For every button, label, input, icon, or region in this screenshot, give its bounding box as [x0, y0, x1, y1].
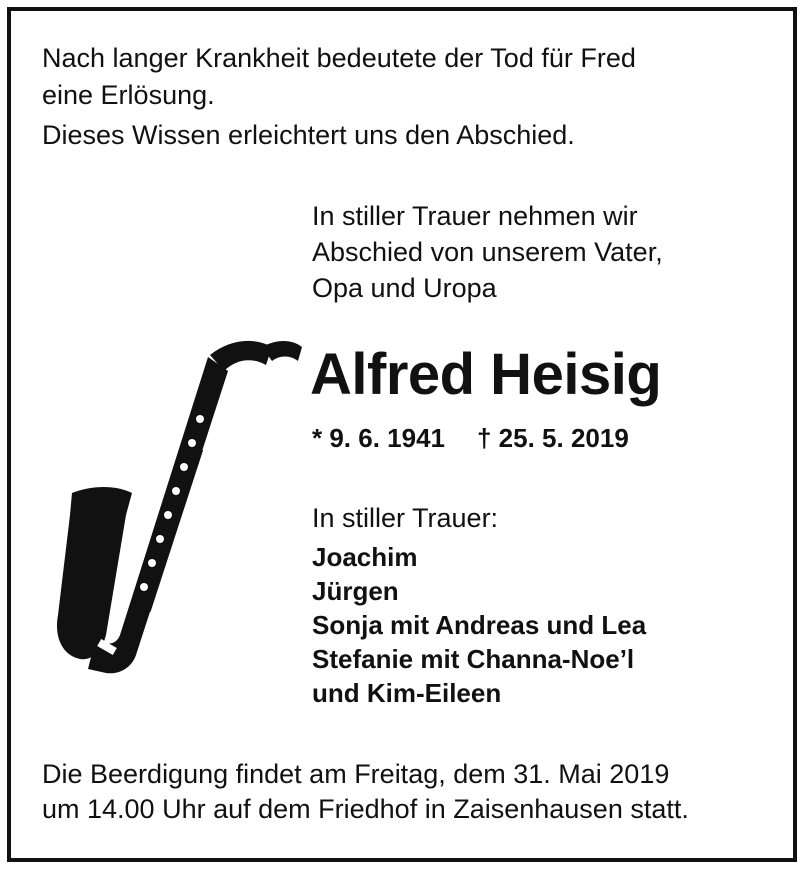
family-member: Jürgen	[312, 576, 399, 606]
intro-text-2	[42, 117, 575, 154]
mourning-line-1: In stiller Trauer nehmen wir	[312, 201, 638, 231]
intro-line-1: Nach langer Krankheit bedeutete der Tod für Fred	[42, 43, 636, 73]
family-member: Stefanie mit Channa-Noe’l	[312, 644, 635, 674]
family-heading: In stiller Trauer:	[312, 503, 499, 533]
intro-text	[42, 40, 636, 114]
family-member: Sonja mit Andreas und Lea	[312, 610, 647, 640]
mourning-text	[312, 198, 663, 306]
intro-line-3: Dieses Wissen erleichtert uns den Abschied.	[42, 120, 575, 150]
family-member: Joachim	[312, 542, 418, 572]
funeral-line-2: um 14.00 Uhr auf dem Friedhof in Zaisenhausen statt.	[42, 794, 689, 824]
birth-date: * 9. 6. 1941	[312, 423, 445, 453]
intro-line-2: eine Erlösung.	[42, 80, 215, 110]
mourning-line-2: Abschied von unserem Vater,	[312, 237, 663, 267]
life-dates	[312, 420, 629, 456]
mourning-line-3: Opa und Uropa	[312, 273, 497, 303]
funeral-notice	[42, 757, 689, 827]
family-member: und Kim-Eileen	[312, 678, 502, 708]
funeral-line-1: Die Beerdigung findet am Freitag, dem 31. Mai 2019	[42, 759, 670, 789]
family-list	[312, 540, 646, 710]
deceased-name: Alfred Heisig	[310, 342, 662, 407]
death-date: † 25. 5. 2019	[477, 423, 629, 453]
saxophone-icon	[40, 325, 310, 695]
